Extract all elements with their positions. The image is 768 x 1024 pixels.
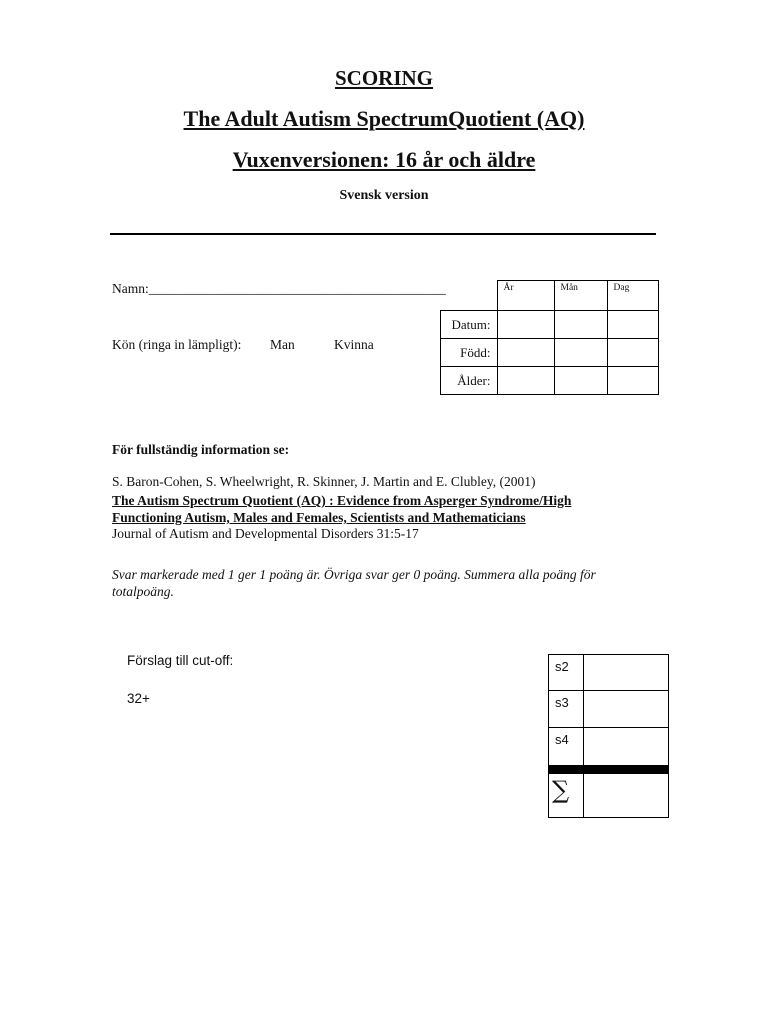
gender-option-man[interactable]: Man: [270, 337, 295, 352]
score-label-s3: s3: [549, 691, 584, 728]
cutoff-label: Förslag till cut-off:: [127, 653, 234, 668]
score-cell-total[interactable]: [584, 774, 669, 818]
info-heading: För fullständig information se:: [112, 442, 290, 457]
date-cell-fodd-month[interactable]: [554, 339, 607, 367]
score-cell-s3[interactable]: [584, 691, 669, 728]
score-sum-divider: [549, 766, 669, 774]
score-table: [548, 654, 669, 818]
date-cell-alder-year[interactable]: [497, 367, 554, 395]
page-subtitle: Vuxenversionen: 16 år och äldre: [232, 147, 536, 172]
date-header-month: Mån: [554, 281, 607, 311]
date-cell-datum-day[interactable]: [607, 311, 658, 339]
date-header-day: Dag: [607, 281, 658, 311]
sum-icon: ∑: [549, 774, 584, 818]
gender-label: Kön (ringa in lämpligt):: [112, 337, 242, 352]
score-cell-s4[interactable]: [584, 728, 669, 766]
date-cell-alder-month[interactable]: [554, 367, 607, 395]
reference-authors: S. Baron-Cohen, S. Wheelwright, R. Skinner, J. Martin and E. Clubley, (2001): [112, 474, 536, 489]
date-table: [440, 280, 659, 395]
date-cell-datum-month[interactable]: [554, 311, 607, 339]
date-row-label-datum: Datum:: [441, 311, 498, 339]
scoring-heading: SCORING: [334, 66, 434, 90]
gender-option-woman[interactable]: Kvinna: [334, 337, 374, 352]
date-row-label-alder: Ålder:: [441, 367, 498, 395]
reference-article-title-line2: Functioning Autism, Males and Females, Scientists and Mathematicians: [112, 510, 526, 525]
cutoff-value: 32+: [127, 691, 150, 706]
version-label: Svensk version: [339, 188, 429, 203]
score-label-s4: s4: [549, 728, 584, 766]
date-header-year: År: [497, 281, 554, 311]
name-field[interactable]: Namn:____________________________________________: [112, 281, 446, 296]
date-row-label-fodd: Född:: [441, 339, 498, 367]
date-cell-alder-day[interactable]: [607, 367, 658, 395]
scoring-instructions-line2: totalpoäng.: [112, 584, 174, 599]
score-label-s2: s2: [549, 655, 584, 691]
scoring-instructions-line1: Svar markerade med 1 ger 1 poäng är. Övriga svar ger 0 poäng. Summera alla poäng för: [112, 567, 596, 582]
date-table-corner: [441, 281, 498, 311]
date-cell-fodd-year[interactable]: [497, 339, 554, 367]
date-cell-fodd-day[interactable]: [607, 339, 658, 367]
date-cell-datum-year[interactable]: [497, 311, 554, 339]
reference-journal: Journal of Autism and Developmental Disorders 31:5-17: [112, 526, 419, 541]
score-cell-s2[interactable]: [584, 655, 669, 691]
page-title: The Adult Autism SpectrumQuotient (AQ): [183, 106, 585, 131]
reference-article-title-line1: The Autism Spectrum Quotient (AQ) : Evidence from Asperger Syndrome/High: [112, 493, 572, 508]
header-divider: [110, 233, 656, 235]
